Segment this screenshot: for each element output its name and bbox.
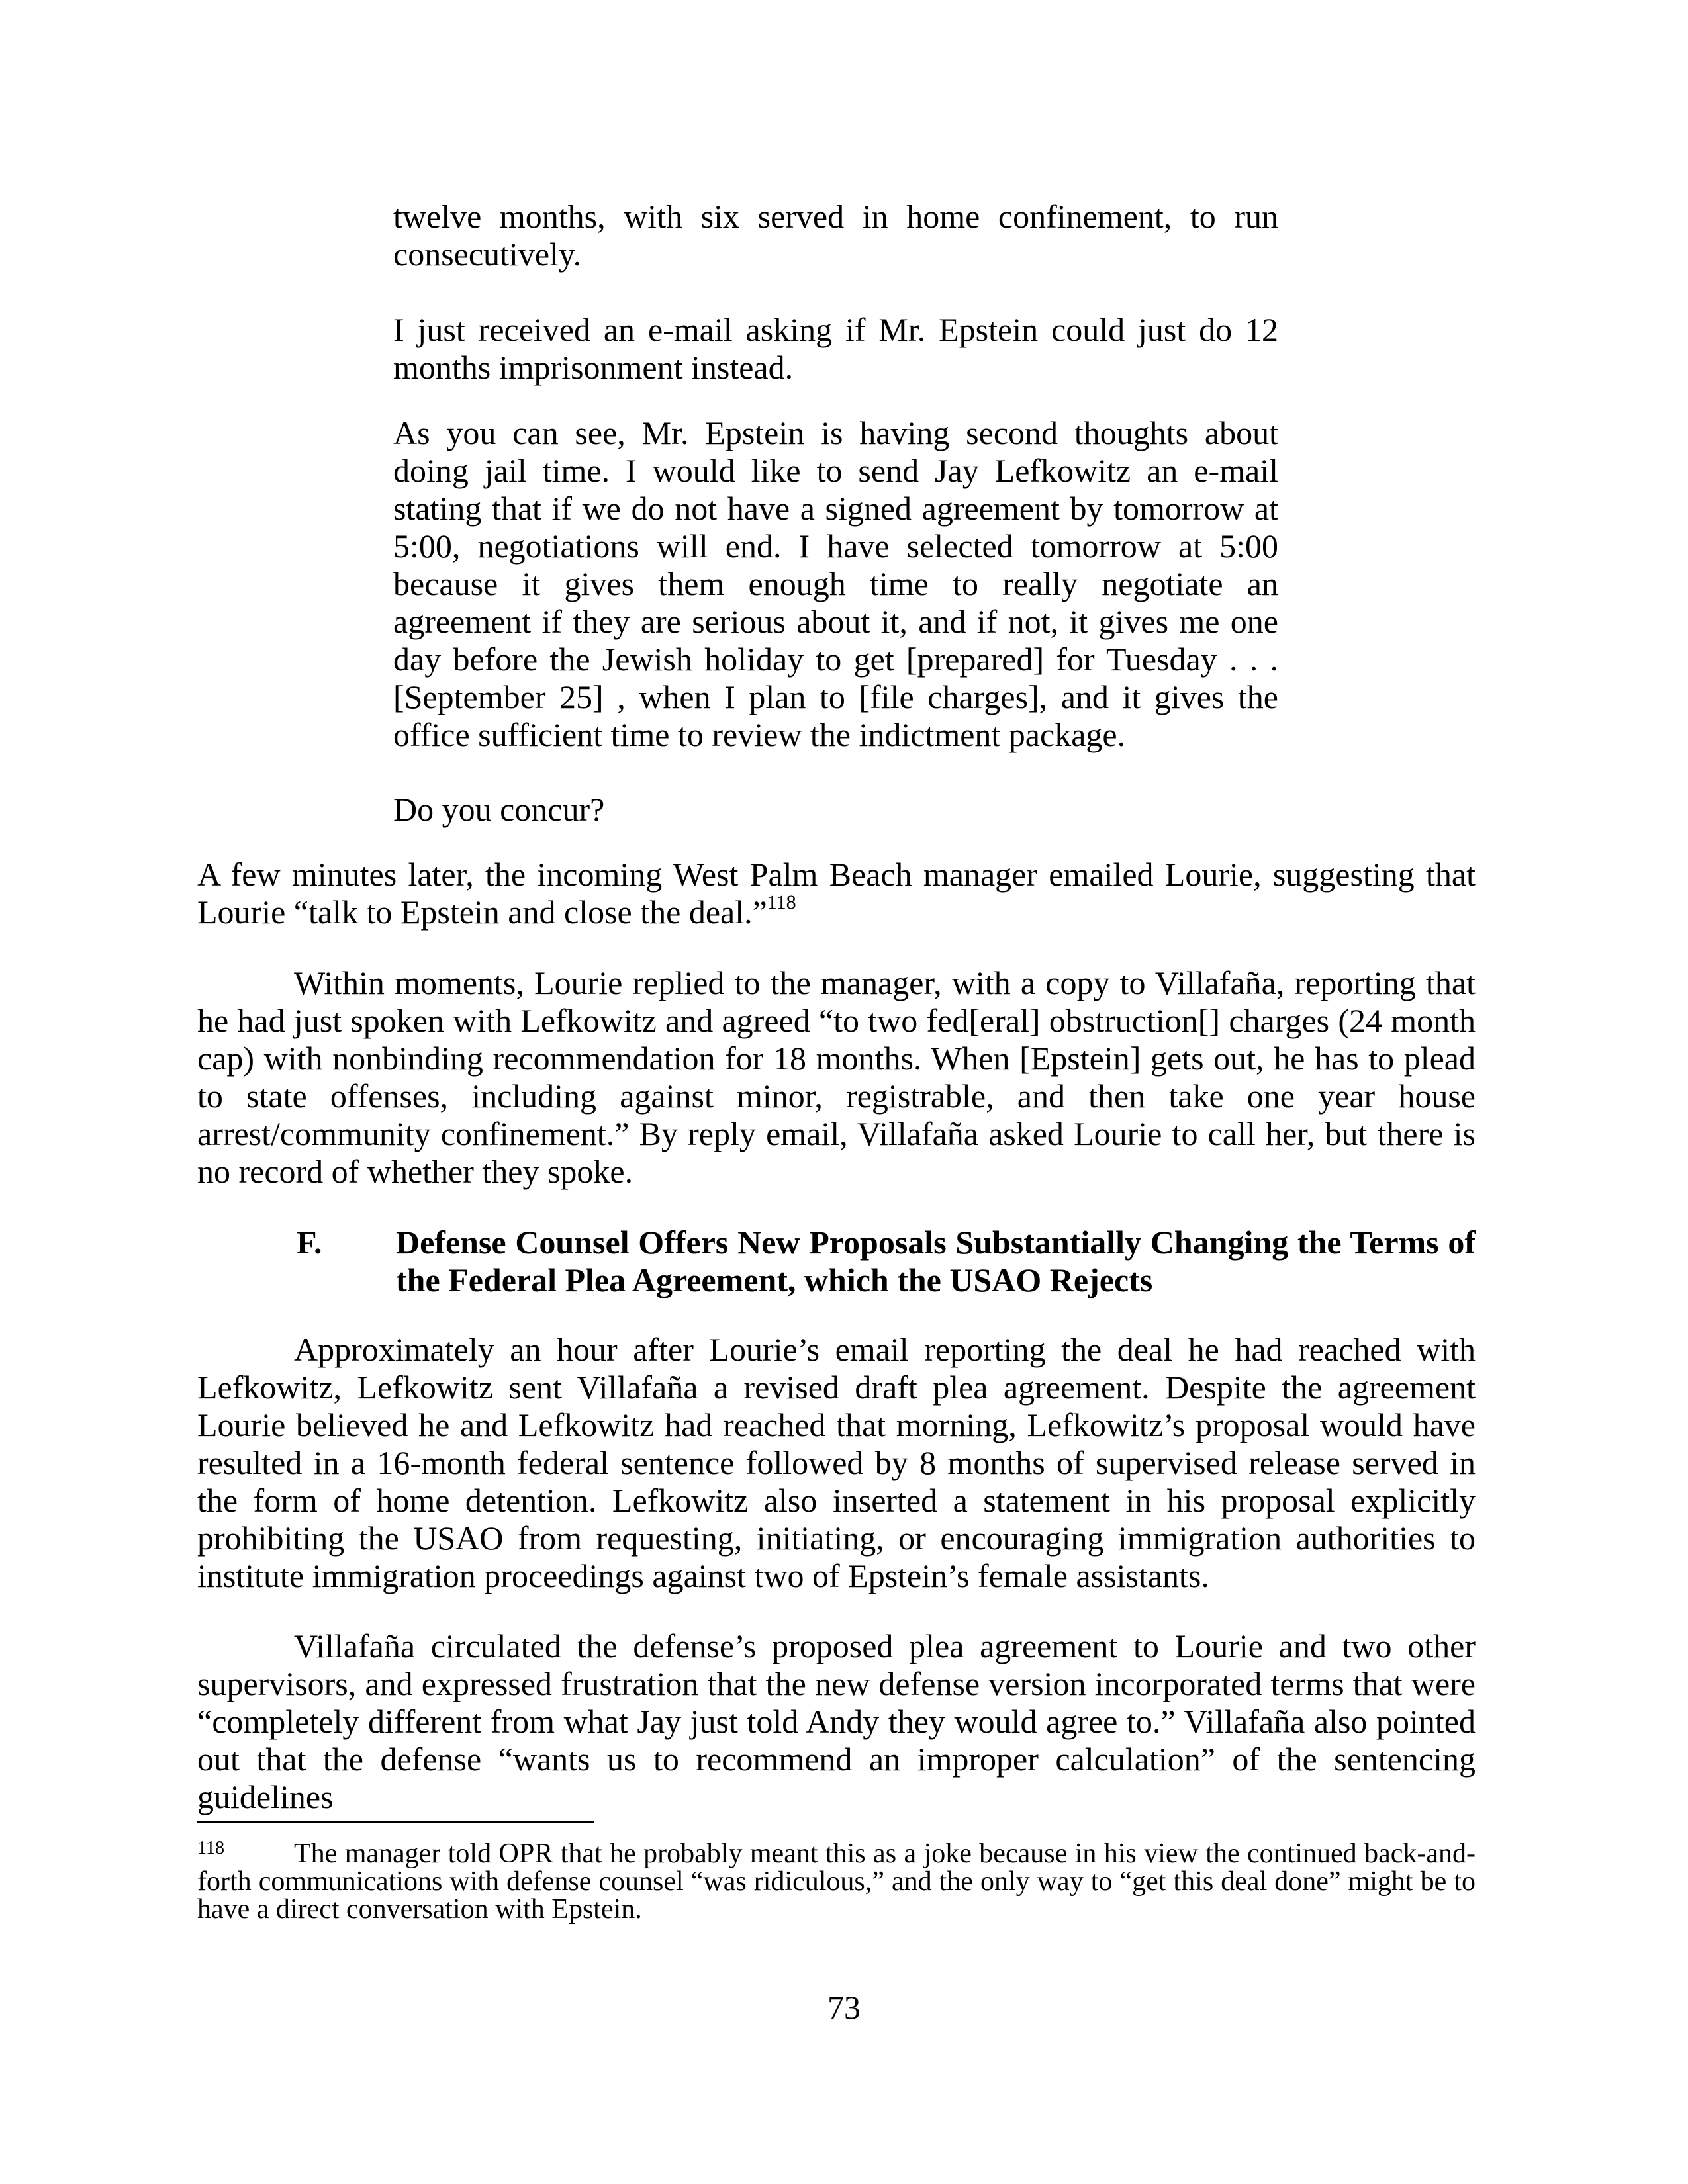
body-paragraph-c: Approximately an hour after Lourie’s email reporting the deal he had reached with Lefkowitz, Lefkowitz sent Villafaña a revised draft plea agreement. Despite the agreement Lourie believed he and Lefkowitz had reached that morning, Lefkowitz’s proposal would have resulted in a 16-month federal sentence followed by 8 months of supervised release served in the form of home detention. Lefkowitz also inserted a statement in his proposal explicitly prohibiting the USAO from requesting, initiating, or encouraging immigration authorities to institute immigration proceedings against two of Epstein’s female assistants. — [197, 1331, 1476, 1594]
footnote-separator — [197, 1821, 594, 1823]
footnote — [197, 1840, 1476, 1923]
body-paragraph-b: Within moments, Lourie replied to the manager, with a copy to Villafaña, reporting that he had just spoken with Lefkowitz and agreed “to two fed[eral] obstruction[] charges (24 month cap) with nonbinding recommendation for 18 months. When [Epstein] gets out, he has to plead to state offenses, including against minor, registrable, and then take one year house arrest/community confinement.” By reply email, Villafaña asked Lourie to call her, but there is no record of whether they spoke. — [197, 964, 1476, 1190]
quote-paragraph-1: twelve months, with six served in home confinement, to run consecutively. — [393, 198, 1278, 273]
body-paragraph-a — [197, 856, 1476, 931]
section-letter: F. — [297, 1224, 322, 1261]
body-paragraph-d: Villafaña circulated the defense’s proposed plea agreement to Lourie and two other supervisors, and expressed frustration that the new defense version incorporated terms that were “completely different from what Jay just told Andy they would agree to.” Villafaña also pointed out that the defense “wants us to recommend an improper calculation” of the sentencing guidelines — [197, 1627, 1476, 1815]
page-number: 73 — [827, 1989, 861, 2026]
section-heading: Defense Counsel Offers New Proposals Substantially Changing the Terms of the Federal Plea Agreement, which the USAO Rejects — [396, 1224, 1476, 1298]
quote-paragraph-2: I just received an e-mail asking if Mr. Epstein could just do 12 months imprisonment instead. — [393, 311, 1278, 386]
footnote-reference[interactable]: 118 — [767, 891, 796, 913]
footnote-number: 118 — [197, 1838, 224, 1858]
footnote-text: The manager told OPR that he probably meant this as a joke because in his view the continued back-and-forth communications with defense counsel “was ridiculous,” and the only way to “get this deal done” might be to have a direct conversation with Epstein. — [197, 1839, 1476, 1925]
quote-paragraph-4: Do you concur? — [393, 791, 605, 828]
paragraph-text: A few minutes later, the incoming West Palm Beach manager emailed Lourie, suggesting that Lourie “talk to Epstein and close the deal.” — [197, 856, 1476, 931]
quote-paragraph-3: As you can see, Mr. Epstein is having second thoughts about doing jail time. I would like to send Jay Lefkowitz an e-mail stating that if we do not have a signed agreement by tomorrow at 5:00, negotiations will end. I have selected tomorrow at 5:00 because it gives them enough time to really negotiate an agreement if they are serious about it, and if not, it gives me one day before the Jewish holiday to get [prepared] for Tuesday . . . [September 25] , when I plan to [file charges], and it gives the office sufficient time to review the indictment package. — [393, 414, 1278, 753]
